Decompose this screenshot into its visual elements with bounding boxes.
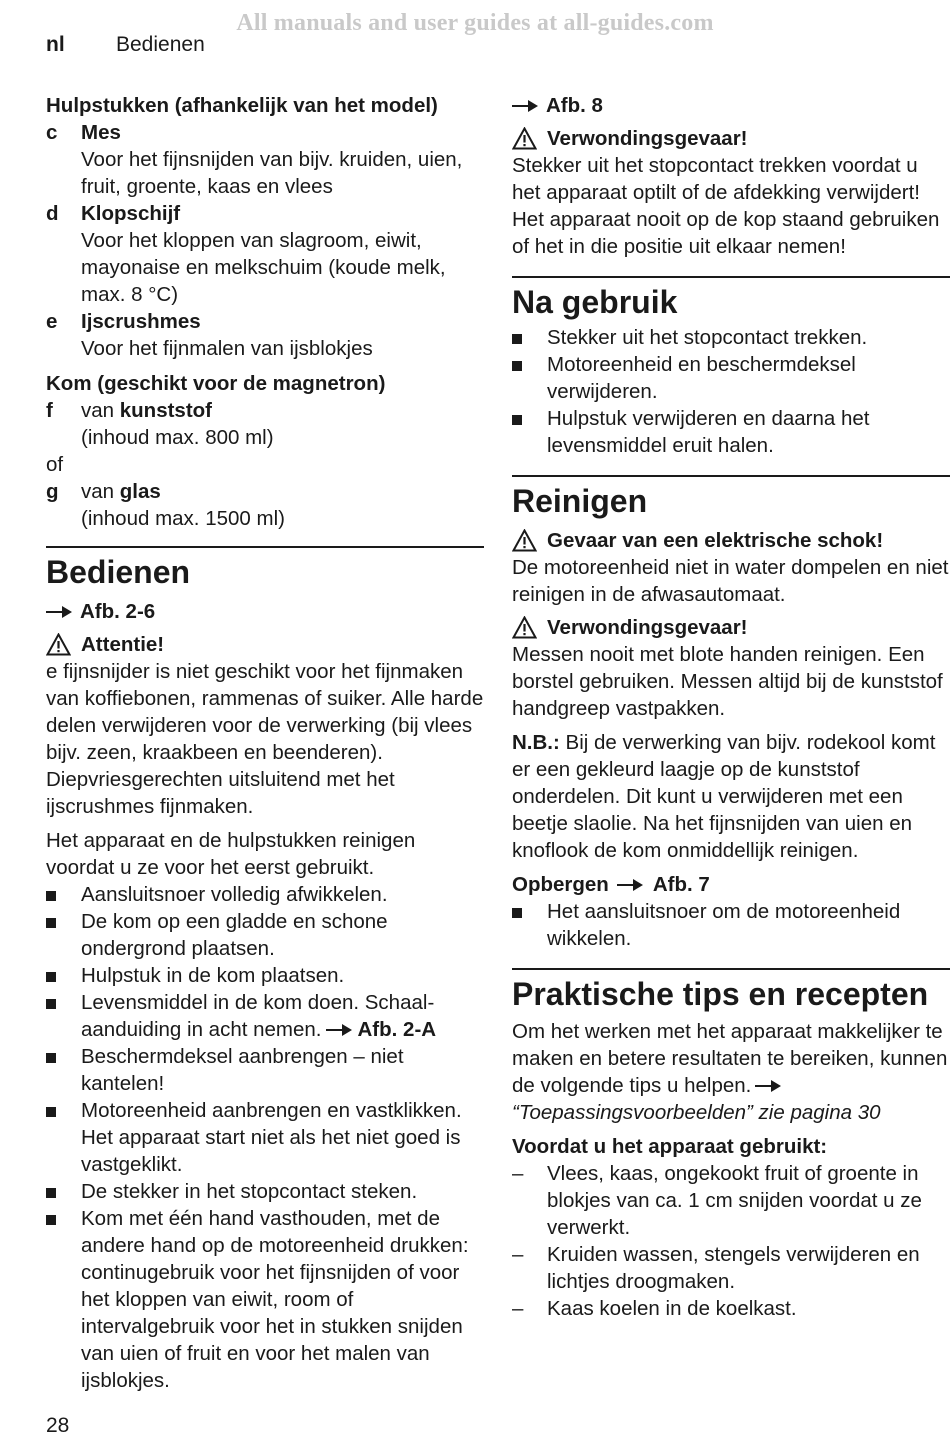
- list-item: – Vlees, kaas, ongekookt fruit of groente in blokjes van ca. 1 cm snijden voordat u ze verwerkt.: [512, 1162, 922, 1239]
- bowl-title: Kom (geschikt voor de magnetron): [46, 372, 386, 395]
- accessory-item-d: [46, 200, 484, 308]
- warning-text: e fijnsnijder is niet geschikt voor het fijnmaken van koffiebonen, rammenas of suiker. Alle harde delen verwijderen voor de verwerking (bij vlees bijv. zeen, kraakbeen en beenderen). Diepvriesgerechten uitsluitend met het ijscrushmes fijnmaken.: [46, 660, 484, 818]
- warning-triangle-icon: [512, 529, 537, 552]
- warning-title-text: Gevaar van een elektrische schok!: [547, 529, 884, 552]
- warning-title-text: Verwondingsgevaar!: [547, 616, 748, 639]
- item-letter: f: [46, 399, 53, 422]
- storage-label: Opbergen: [512, 873, 609, 896]
- warning-title: [512, 527, 950, 554]
- warning-triangle-icon: [46, 633, 71, 656]
- list-item: De kom op een gladde en schone ondergrond plaatsen.: [46, 908, 484, 962]
- list-item: Stekker uit het stopcontact trekken.: [512, 324, 950, 351]
- item-prefix: van: [81, 480, 120, 503]
- storage-list: [512, 898, 950, 952]
- warning-triangle-icon: [512, 127, 537, 150]
- warning-title: [512, 614, 950, 641]
- heading-bedienen: Bedienen: [46, 554, 191, 590]
- list-item: Kom met één hand vasthouden, met de andere hand op de motoreenheid drukken: continugebruik voor het fijnsnijden of voor het kloppen van eiwit, room of intervalgebruik voor het in stukken snijden van uien of fruit en voor het malen van ijsblokjes.: [46, 1205, 484, 1394]
- arrow-right-icon: [46, 605, 72, 619]
- list-item: Hulpstuk in de kom plaatsen.: [46, 962, 484, 989]
- list-item: Beschermdeksel aanbrengen – niet kantelen!: [46, 1043, 484, 1097]
- arrow-right-icon: [512, 99, 538, 113]
- bowl-or: of: [46, 453, 64, 476]
- accessory-item-e: [46, 308, 484, 362]
- warning-triangle-icon: [512, 616, 537, 639]
- item-letter: g: [46, 480, 59, 503]
- accessories-title: Hulpstukken (afhankelijk van het model): [46, 94, 438, 117]
- note-text: Bij de verwerking van bijv. rodekool komt er een gekleurd laagje op de kunststof onderdelen. Dit kunt u verwijderen met een beetje slaolie. Na het fijnsnijden van uien en knoflook de kom onmiddellijk reinigen.: [512, 731, 936, 862]
- item-name: Ijscrushmes: [81, 310, 201, 333]
- figure-ref-text: Afb. 8: [546, 94, 603, 117]
- item-desc: (inhoud max. 1500 ml): [81, 507, 285, 530]
- figure-ref-text: Afb. 2-A: [357, 1018, 437, 1041]
- intro-text: Het apparaat en de hulpstukken reinigen voordat u ze voor het eerst gebruikt.: [46, 829, 416, 879]
- list-item: Motoreenheid en beschermdeksel verwijderen.: [512, 351, 950, 405]
- left-column: [46, 92, 484, 1394]
- language-code: nl: [46, 33, 65, 56]
- list-item: Het aansluitsnoer om de motoreenheid wikkelen.: [512, 898, 950, 952]
- section-rule: [512, 968, 950, 970]
- item-name: kunststof: [119, 399, 212, 422]
- item-prefix: van: [81, 399, 120, 422]
- warning-title: [512, 125, 950, 152]
- bowl-item-g: [46, 478, 484, 532]
- warning-title: [46, 631, 484, 658]
- item-desc: Voor het fijnmalen van ijsblokjes: [81, 337, 373, 360]
- figure-ref: [46, 598, 484, 625]
- warning-text: Messen nooit met blote handen reinigen. Een borstel gebruiken. Messen altijd bij de kunststof handgreep vastpakken.: [512, 643, 943, 720]
- before-use-list: [512, 1160, 950, 1322]
- section-rule: [46, 546, 484, 548]
- note-paragraph: [512, 729, 950, 864]
- item-desc: Voor het fijnsnijden van bijv. kruiden, uien, fruit, groente, kaas en vlees: [81, 148, 463, 198]
- list-item: – Kruiden wassen, stengels verwijderen en lichtjes droogmaken.: [512, 1243, 920, 1293]
- item-desc: (inhoud max. 800 ml): [81, 426, 274, 449]
- list-item: De stekker in het stopcontact steken.: [46, 1178, 484, 1205]
- item-name: Mes: [81, 121, 121, 144]
- arrow-right-icon: [617, 878, 643, 892]
- section-rule: [512, 276, 950, 278]
- heading-reinigen: Reinigen: [512, 483, 648, 519]
- before-use-title: Voordat u het apparaat gebruikt:: [512, 1135, 828, 1158]
- list-item: Hulpstuk verwijderen en daarna het levensmiddel eruit halen.: [512, 405, 950, 459]
- item-letter: c: [46, 121, 58, 144]
- list-item: Motoreenheid aanbrengen en vastklikken. Het apparaat start niet als het niet goed is vastgeklikt.: [46, 1097, 484, 1178]
- item-letter: e: [46, 310, 58, 333]
- storage-title: [512, 871, 950, 898]
- steps-list: [46, 881, 484, 1394]
- watermark: All manuals and user guides at all-guides.com: [236, 10, 714, 36]
- arrow-right-icon: [326, 1023, 352, 1037]
- arrow-right-icon: [755, 1079, 781, 1093]
- warning-text: Stekker uit het stopcontact trekken voordat u het apparaat optilt of de afdekking verwijdert! Het apparaat nooit op de kop staand gebruiken of het in die positie uit elkaar nemen!: [512, 154, 940, 258]
- warning-title-text: Verwondingsgevaar!: [547, 127, 748, 150]
- list-item: – Kaas koelen in de koelkast.: [512, 1297, 797, 1320]
- cross-reference: “Toepassingsvoorbeelden” zie pagina 30: [512, 1101, 881, 1124]
- warning-text: De motoreenheid niet in water dompelen en niet reinigen in de afwasautomaat.: [512, 556, 949, 606]
- list-item: Levensmiddel in de kom doen. Schaal-aanduiding in acht nemen. Afb. 2-A: [46, 989, 484, 1043]
- item-name: glas: [119, 480, 161, 503]
- item-letter: d: [46, 202, 59, 225]
- section-rule: [512, 475, 950, 477]
- figure-ref: [512, 92, 950, 119]
- figure-ref-text: Afb. 2-6: [80, 600, 156, 623]
- note-label: N.B.:: [512, 731, 560, 754]
- page-number: 28: [46, 1414, 70, 1437]
- right-column: [512, 92, 950, 1322]
- bowl-item-f: [46, 397, 484, 451]
- figure-ref-text: Afb. 7: [652, 873, 710, 896]
- running-header: Bedienen: [116, 33, 205, 56]
- heading-tips: Praktische tips en recepten: [512, 976, 929, 1012]
- na-gebruik-list: [512, 324, 950, 459]
- warning-title-text: Attentie!: [81, 633, 165, 656]
- item-name: Klopschijf: [81, 202, 181, 225]
- item-desc: Voor het kloppen van slagroom, eiwit, mayonaise en melkschuim (koude melk, max. 8 °C): [81, 229, 446, 306]
- list-item: Aansluitsnoer volledig afwikkelen.: [46, 881, 484, 908]
- tips-intro: Om het werken met het apparaat makkelijker te maken en betere resultaten te bereiken, kunnen de volgende tips u helpen.“Toepassingsvoorbeelden” zie pagina 30: [512, 1020, 948, 1124]
- accessory-item-c: [46, 119, 484, 200]
- heading-na-gebruik: Na gebruik: [512, 284, 678, 320]
